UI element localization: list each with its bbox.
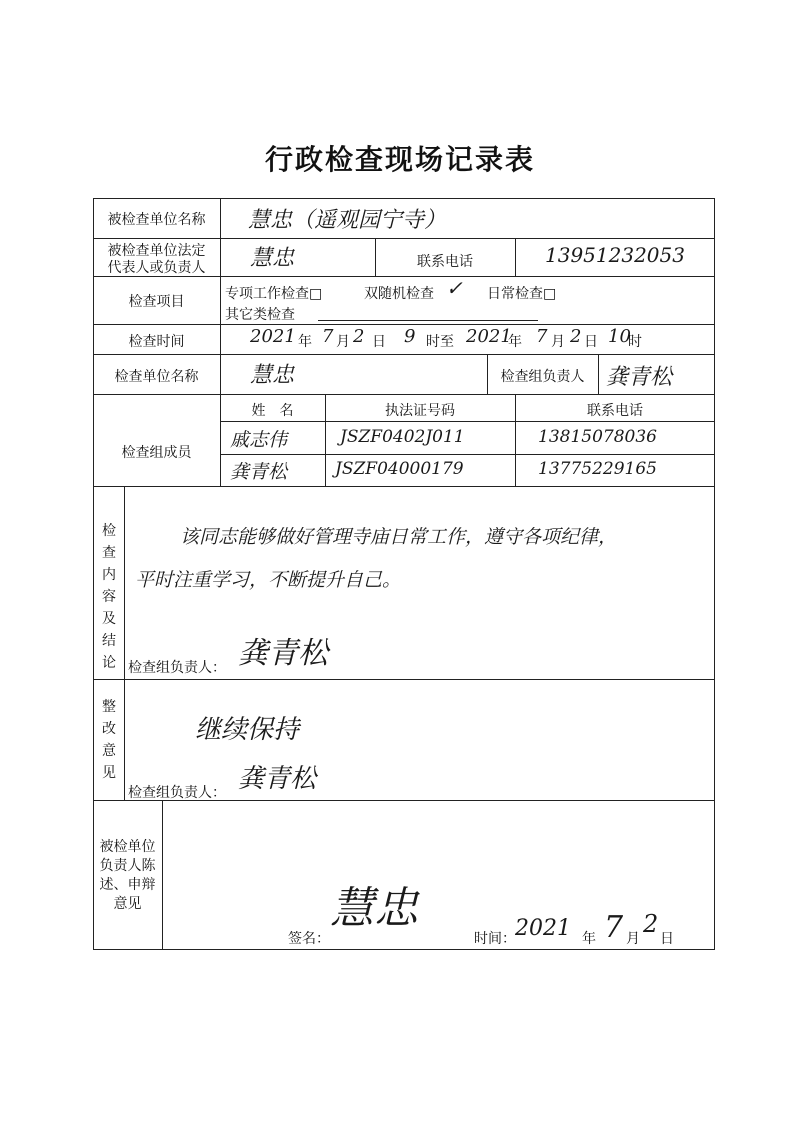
column-divider [515,238,516,276]
start-hour: 9 [404,326,416,347]
statement-day: 2 [643,910,659,938]
rectification-label: 整 改 意 见 [102,699,116,781]
member-cert: JSZF0402J011 [340,427,465,447]
member-phone: 13815078036 [538,427,657,447]
content-conclusion-label: 检 查 内 容 及 结 论 [102,523,116,671]
team-members-label: 检查组成员 [121,445,192,461]
row-divider [93,486,715,487]
legal-rep-label: 被检查单位法定 [107,243,206,259]
column-divider [162,800,163,950]
row-divider [93,394,715,395]
member-cert: JSZF04000179 [335,459,464,479]
statement-day-label: 日 [660,931,674,947]
conclusion-text-line2: 平时注重学习，不断提升自己。 [135,569,402,591]
inspecting-unit-value: 慧忠 [250,363,295,388]
signature-label: 签名： [288,931,330,947]
statement-month: 7 [604,910,624,945]
form-title: 行政检查现场记录表 [264,143,535,176]
end-month: 7 [536,326,548,347]
statement-year: 2021 [515,916,571,941]
legal-rep-label: 代表人或负责人 [107,260,206,276]
phone-column-header: 联系电话 [587,403,643,419]
day-label: 日 [372,334,386,350]
month-label: 月 [551,334,565,350]
other-inspection-option: 其它类检查 [225,307,295,323]
conclusion-text-line1: 该同志能够做好管理寺庙日常工作，遵守各项纪律， [180,526,618,548]
member-phone: 13775229165 [538,459,657,479]
row-divider [93,324,715,325]
name-column-header: 姓 名 [251,403,294,419]
member-name: 戚志伟 [230,429,288,451]
statement-year-label: 年 [582,931,596,947]
end-hour: 10 [608,326,631,347]
inspection-time-label: 检查时间 [128,334,185,350]
hour-label: 时 [628,334,642,350]
year-label: 年 [298,334,312,350]
year-label: 年 [508,334,522,350]
start-month: 7 [322,326,334,347]
phone-label: 联系电话 [417,254,473,270]
column-divider [220,198,221,486]
column-divider [598,354,599,394]
time-label: 时间： [474,931,516,947]
statement-label: 负责人陈 [99,858,156,874]
month-label: 月 [336,334,350,350]
row-divider [93,238,715,239]
member-name: 龚青松 [230,461,288,483]
statement-label: 意见 [113,896,142,912]
column-divider [124,486,125,800]
start-year: 2021 [250,326,296,347]
team-leader-label: 检查组负责人 [500,369,585,385]
inspecting-unit-label: 检查单位名称 [114,369,199,385]
end-year: 2021 [466,326,512,347]
cert-column-header: 执法证号码 [385,403,455,419]
other-inspection-underline [318,320,538,321]
row-divider [93,354,715,355]
unit-name-value: 慧忠（遥观园宁寺） [248,208,447,233]
rectify-leader-signature: 龚青松 [238,764,317,794]
row-divider [220,421,715,422]
statement-month-label: 月 [626,931,640,947]
row-divider [93,679,715,680]
checkmark-icon: ✓ [446,276,463,300]
rectification-text: 继续保持 [195,715,300,745]
hour-to-label: 时至 [426,334,454,350]
legal-rep-value: 慧忠 [250,246,295,271]
random-inspection-option: 双随机检查 [364,286,434,302]
unit-name-label: 被检查单位名称 [107,212,206,228]
phone-value: 13951232053 [545,243,685,267]
content-leader-label: 检查组负责人： [128,660,226,676]
inspection-items-label: 检查项目 [128,294,185,310]
statement-label: 被检单位 [99,839,156,855]
day-label: 日 [584,334,598,350]
start-day: 2 [353,326,365,347]
rectify-leader-label: 检查组负责人： [128,785,226,801]
statement-signature: 慧忠 [330,883,418,934]
row-divider [220,454,715,455]
statement-label: 述、申辩 [99,877,156,893]
special-inspection-option: 专项工作检查□ [225,286,323,302]
end-day: 2 [570,326,582,347]
team-leader-signature: 龚青松 [606,365,673,390]
content-leader-signature: 龚青松 [238,636,328,671]
daily-inspection-option: 日常检查□ [487,286,557,302]
